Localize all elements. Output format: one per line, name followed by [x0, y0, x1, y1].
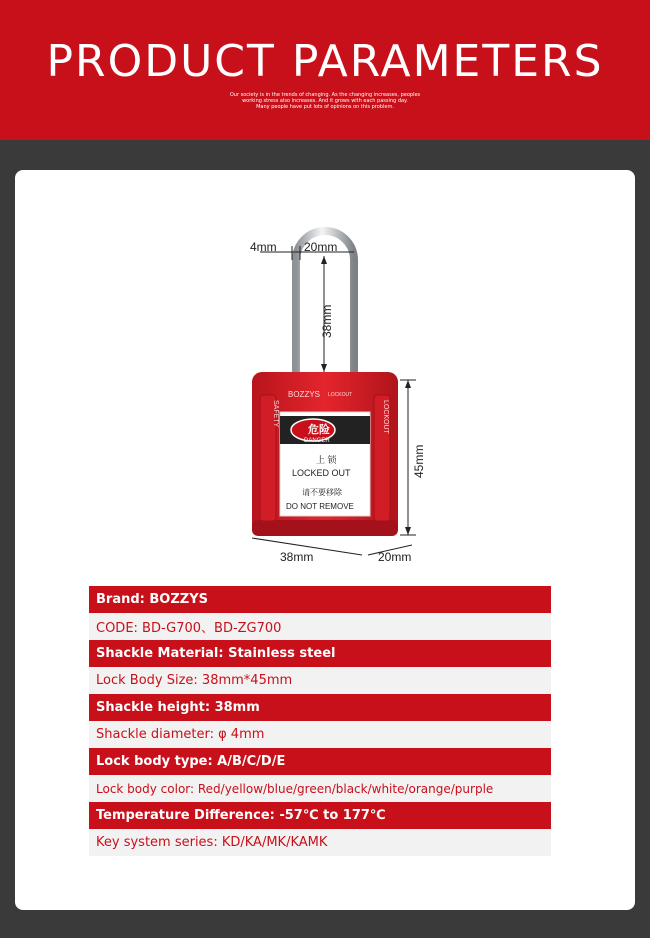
dim-body-depth: 20mm [378, 550, 412, 564]
tag-locked-en: LOCKED OUT [292, 468, 351, 478]
tag-side-right: LOCKOUT [382, 400, 389, 434]
subtitle-line: working stress also increases. And it grows with each passing day. [242, 98, 408, 104]
spec-row: Shackle Material: Stainless steel [89, 640, 551, 667]
spec-table [89, 586, 551, 856]
spec-row: Lock body color: Red/yellow/blue/green/black/white/orange/purple [89, 775, 551, 802]
dim-body-width: 38mm [280, 550, 314, 564]
dim-shackle-width: 20mm [304, 240, 338, 254]
spec-row: Temperature Difference: -57℃ to 177℃ [89, 802, 551, 829]
tag-brand: BOZZYS [288, 390, 321, 399]
spec-row: Lock body type: A/B/C/D/E [89, 748, 551, 775]
spec-row: Shackle diameter: φ 4mm [89, 721, 551, 748]
tag-remove-cn: 请不要移除 [302, 488, 342, 497]
subtitle-line: Our society is in the trends of changing. As the changing increases, peoples [229, 92, 421, 98]
tag-locked-cn: 上 锁 [316, 455, 337, 465]
tag-danger-cn: 危险 [308, 424, 330, 436]
dim-body-height: 45mm [412, 444, 426, 478]
spec-row: Key system series: KD/KA/MK/KAMK [89, 829, 551, 856]
spec-row: CODE: BD-G700、BD-ZG700 [89, 613, 551, 640]
dim-shackle-diameter: 4mm [250, 240, 277, 254]
spec-row: Shackle height: 38mm [89, 694, 551, 721]
header-subtitle [0, 92, 650, 110]
tag-remove-en: DO NOT REMOVE [286, 502, 354, 511]
dim-shackle-height: 38mm [320, 304, 334, 338]
tag-danger-en: DANGER [304, 438, 330, 444]
header-banner [0, 0, 650, 140]
spec-row: Brand: BOZZYS [89, 586, 551, 613]
subtitle-line: Many people have put lots of opinions on this problem. [256, 104, 394, 110]
tag-brand-sub: LOCKOUT [328, 392, 353, 398]
tag-side-left: SAFETY [272, 400, 279, 428]
padlock-figure [230, 220, 430, 570]
spec-row: Lock Body Size: 38mm*45mm [89, 667, 551, 694]
page-title: PRODUCT PARAMETERS [46, 36, 604, 87]
